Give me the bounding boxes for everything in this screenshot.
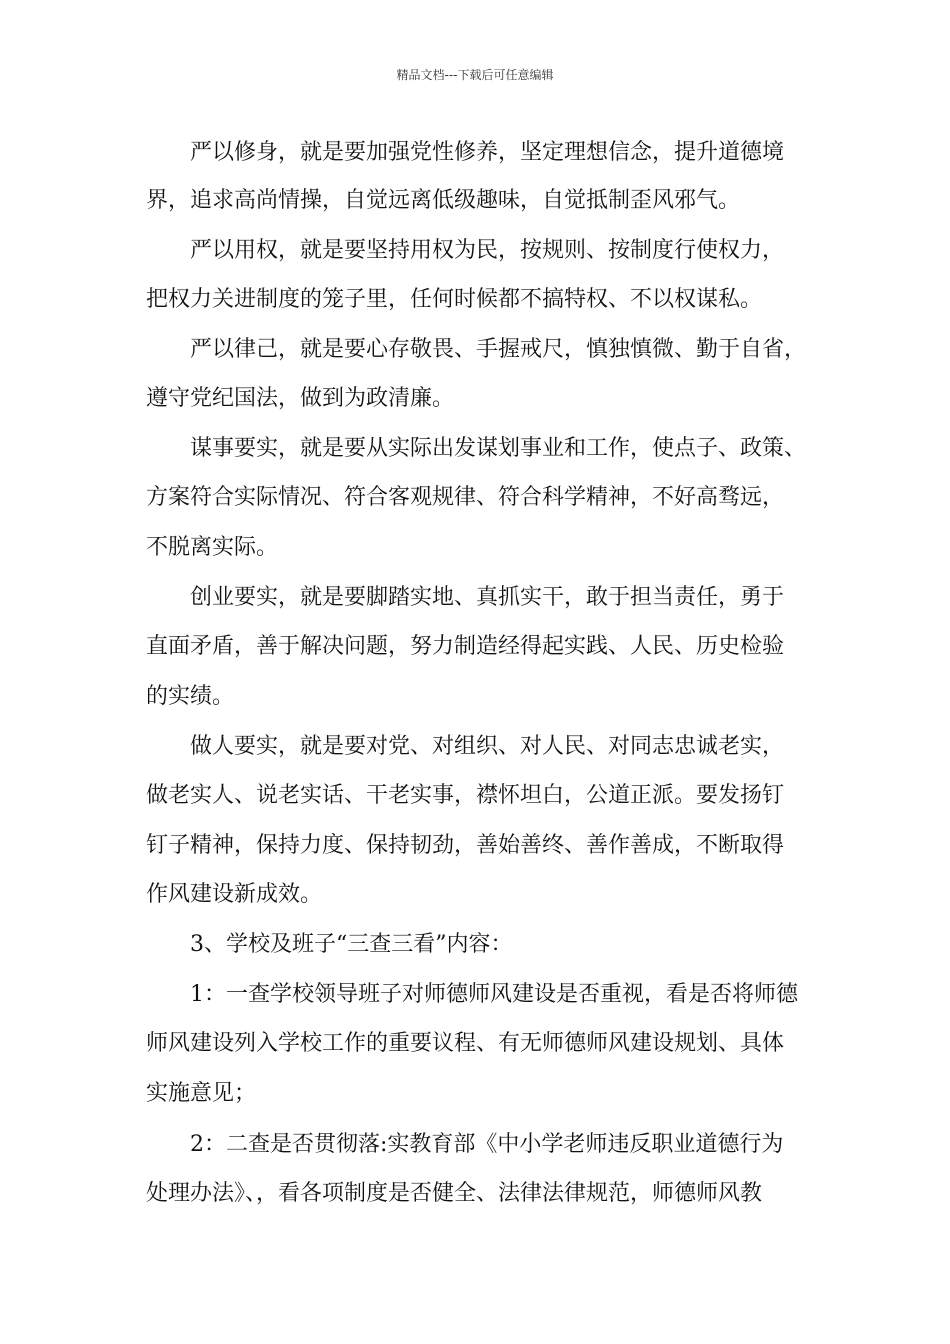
text-line: 遵守党纪国法，做到为政清廉。: [146, 386, 455, 411]
text-line: 实施意见；: [146, 1081, 257, 1106]
text-line: 谋事要实，就是要从实际出发谋划事业和工作，使点子、政策、: [190, 436, 807, 461]
text-line: 严以用权，就是要坚持用权为民，按规则、按制度行使权力，: [190, 238, 785, 263]
text-line: 方案符合实际情况、符合客观规律、符合科学精神，不好高骛远，: [146, 485, 785, 510]
text-line: 把权力关进制度的笼子里，任何时候都不搞特权、不以权谋私。: [146, 287, 763, 312]
text-line: 师风建设列入学校工作的重要议程、有无师德师风建设规划、具体: [146, 1031, 785, 1056]
text-line: 处理办法》、，看各项制度是否健全、法律法律规范，师德师风教: [146, 1181, 763, 1206]
text-line: 做人要实，就是要对党、对组织、对人民、对同志忠诚老实，: [190, 734, 785, 759]
text-line: 的实绩。: [146, 684, 235, 709]
text-line: 创业要实，就是要脚踏实地、真抓实干，敢于担当责任，勇于: [190, 585, 785, 610]
text-line: 1：一查学校领导班子对师德师风建设是否重视，看是否将师德: [190, 982, 798, 1007]
text-line: 钉子精神，保持力度、保持韧劲，善始善终、善作善成，不断取得: [146, 833, 785, 858]
text-line: 2：二查是否贯彻落:实教育部《中小学老师违反职业道德行为: [190, 1132, 784, 1157]
text-line: 严以修身，就是要加强党性修养，坚定理想信念，提升道德境: [190, 140, 785, 165]
text-line: 严以律己，就是要心存敬畏、手握戒尺，慎独慎微、勤于自省，: [190, 337, 807, 362]
text-line: 不脱离实际。: [146, 535, 279, 560]
text-line: 直面矛盾，善于解决问题，努力制造经得起实践、人民、历史检验: [146, 634, 785, 659]
text-line: 3、学校及班子“三查三看”内容：: [190, 932, 513, 957]
text-line: 作风建设新成效。: [146, 882, 323, 907]
page-header: 精品文档---下载后可任意编辑: [396, 68, 554, 82]
text-line: 界，追求高尚情操，自觉远离低级趣味，自觉抵制歪风邪气。: [146, 188, 741, 213]
text-line: 做老实人、说老实话、干老实事，襟怀坦白，公道正派。要发扬钉: [146, 783, 785, 808]
